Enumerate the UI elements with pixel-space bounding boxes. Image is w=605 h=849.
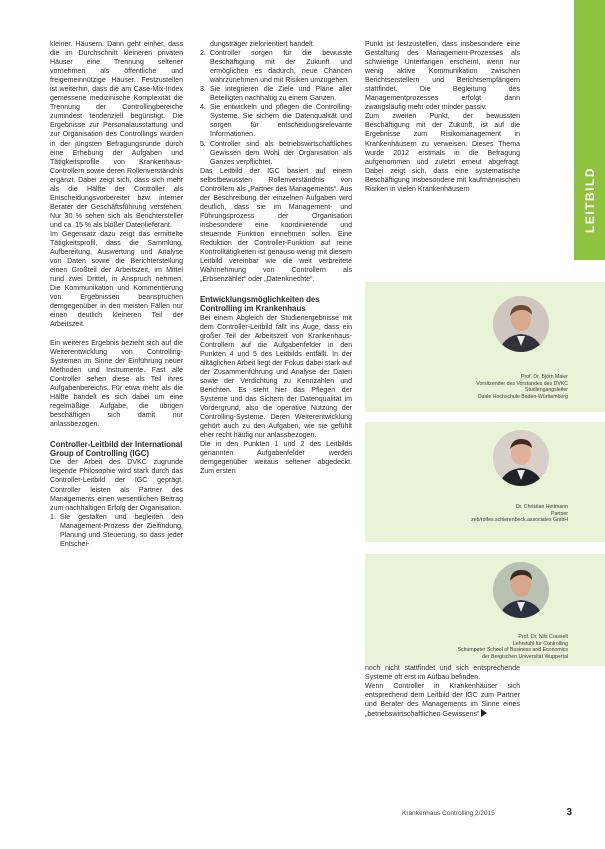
text-column-1 — [50, 40, 183, 549]
paragraph: dungsträger zielorientiert handelt. — [210, 41, 315, 48]
text-column-2 — [200, 40, 352, 477]
author-caption: Dr. Christian Heitmann Partner zeb/rolfes.schierenbeck.associates GmbH — [471, 504, 568, 524]
author-photo — [493, 296, 549, 352]
author-photo — [493, 562, 549, 618]
list-item: 5. Controller sind als betriebswirtschaftliches Gewissen dem Wohl der Organisation als Ganzes verpflichtet. — [200, 140, 352, 166]
author-caption: Prof. Dr. Nils Crasselt Lehrstuhl für Controlling Schumpeter School of Business and Economics der Bergischen Universität Wuppertal — [457, 634, 568, 660]
section-tab-label: LEITBILD — [582, 167, 597, 233]
list-item: 4. Sie entwickeln und pflegen die Controlling-Systeme. Sie sichern die Datenqualität und sorgen für entscheidungsrelevante Informationen. — [200, 104, 352, 139]
author-profile — [365, 554, 605, 666]
list-item: 3. Sie integrieren die Ziele und Pläne aller Beteiligten nachhaltig zu einem Ganzen. — [200, 86, 352, 103]
list-item: 2. Controller sorgen für die bewusste Beschäftigung mit der Zukunft und ermöglichen es dadurch, neue Chancen wahrzunehmen und mit Risiken umzugehen. — [200, 50, 352, 85]
text-column-3-bottom — [365, 664, 520, 719]
magazine-name: Krankenhaus Controlling 2/2015 — [402, 810, 495, 817]
paragraph: Zum zweiten Punkt, der bewussten Beschäftigung mit der Zukunft, ist auf die Ergebnisse zum Risikomanagement in Krankenhäusern zu verweisen. Dieses Thema wurde 2012 erstmals in die Befragung aufgenommen und zuletzt erneut abgefragt. Dabei zeigt sich, dass eine systematische Beschäftigung insbesondere mit kaufmännischen Risiken in vielen Krankenhäusern — [365, 113, 520, 193]
leitbild-list — [200, 49, 352, 167]
paragraph: Die in den Punkten 1 und 2 des Leitbilds genannten Aufgabenfelder werden demgegenüber weitaus seltener abgedeckt. Zum ersten — [200, 441, 352, 476]
paragraph: Die der Arbeit des DVKC zugrunde liegende Philosophie wird stark durch das Controller-Leitbild der IGC geprägt. Controller leisten als Partner des Managements einen wesentlichen Beitrag zum nachhaltigen Erfolg der Organisation. — [50, 459, 183, 512]
leitbild-list — [50, 513, 183, 549]
author-photo — [493, 430, 549, 486]
page-footer — [402, 808, 572, 822]
page-number: 3 — [566, 807, 572, 818]
text-column-3 — [365, 40, 520, 194]
author-caption: Prof. Dr. Björn Maier Vorsitzender des Vorstandes des DVKC Studiengangsleiter Duale Hochschule Baden-Württemberg — [476, 374, 568, 400]
section-heading: Entwicklungsmöglichkeiten des Controlling im Krankenhaus — [200, 295, 320, 314]
paragraph: Ein weiteres Ergebnis bezieht sich auf die Weiterentwicklung von Controlling-Systemen im Sinne der Einführung neuer Methoden und Instrumente. Fast alle Controller sehen diese als Teil ihres Aufgabenbereichs. Für etwa mehr als die Hälfte handelt es sich dabei um eine regelmäßige Aufgabe, die übrigen beschäftigen sich damit nur anlassbezogen. — [50, 339, 183, 428]
paragraph: Das Leitbild der IGC basiert auf einem selbstbewussten Rollenverständnis von Controllern als „Partner des Managements“. Aus der Beschreibung der einzelnen Aufgaben wird deutlich, dass sie im Management- und Führungsprozess der Organisation insbesondere eine koordinierende und steuernde Funktion einnehmen sollen. Eine Reduktion der Controller-Funktion auf reine Kontrolltätigkeiten ist genauso wenig mit diesem Leitbild vereinbar wie die weit verbreitete Wahrnehmung von Controllern als „Erbsenzähler“ oder „Datenknechte“. — [200, 167, 352, 284]
paragraph: Bei einem Abgleich der Studienergebnisse mit dem Controller-Leitbild fällt ins Auge, dass ein großer Teil der Arbeitszeit von Krankenhaus-Controllern auf die Aufgabenfelder in den Punkten 4 und 5 des Leitbilds entfällt. In der alltäglichen Arbeit liegt der Fokus dabei stark auf der Zusammenführung und Analyse der Daten sowie der Verdichtung zu Kennzahlen und Berichten. Es steht hier das Pflegen der Systeme und das Sichern der Datenqualität im Vordergrund, also die operative Nutzung der Controlling-Systeme. Deren Weiterentwicklung gehört auch zu den Aufgaben, wie sie gefühlt eher recht häufig nur anlassbezogen. — [200, 314, 352, 440]
paragraph: Punkt ist festzustellen, dass insbesondere eine Gestaltung des Management-Prozesses als schwierige Unterfangen erscheint, wenn nur wenig aktive Kommunikation zwischen Berichtserstellern und Berichtsempfängern stattfindet. Die Begleitung des Managementprozesses erfolgt dann zwangsläufig mehr oder minder passiv. — [365, 41, 520, 112]
paragraph: noch nicht stattfindet und sich entsprechende Systeme oft erst im Aufbau befinden. — [365, 665, 520, 682]
list-item: 1. Sie gestalten und begleiten den Management-Prozess der Zielfindung, Planung und Steuerung, so dass jeder Entschei- — [50, 513, 183, 548]
paragraph: Wenn Controller in Krankenhäuser sich entsprechend dem Leitbild der IGC zum Partner und Berater des Managements im Sinne eines „betriebswirtschaftlichen Gewissens“ — [365, 683, 520, 719]
paragraph: kleiner. Häusern. Dann geht einher, dass die im Durchschnitt kleineren privaten Häuser eine Trennung seltener vornehmen als öffentliche und freigemeinnützige Häuser. Festzustellen ist weiterhin, dass die am Case-Mix-Index gemessene medizinische Komplexität die Trennung der Controllingbereiche zumindest tendenziell begünstigt. Die Ergebnisse zur Personalausstattung und zur Organisation des Controllings wurden in der jüngsten Befragungsrunde durch eine Erhebung der Aufgaben und Tätigkeitsprofile von Krankenhaus-Controllern sowie deren Rollenverständnis ergänzt. Dabei zeigt sich, dass sich mehr als die Hälfte der Controller als Entscheidungsvorbereiter bzw. interner Berater der Geschäftsführung verstehen. Nur 30 % sehen sich als Berichtersteller und ca. 15 % als bloßer Datenlieferant. — [50, 41, 183, 229]
paragraph: Im Gegensatz dazu zeigt das ermittelte Tätigkeitsprofil, dass die Sammlung, Aufbereitung, Auswertung und Analyse von Daten sowie die Berichterstellung einen Großteil der Arbeitszeit, im Mittel rund zwei Drittel, in Anspruch nehmen. Die Kommunikation und Kommentierung von Ergebnissen beanspruchen demgegenüber in den meisten Fällen nur einen deutlich kleineren Teil der Arbeitszeit. — [50, 230, 183, 329]
section-tab — [574, 0, 605, 260]
author-profile — [365, 282, 605, 412]
continue-arrow-icon — [481, 709, 487, 717]
author-profile — [365, 422, 605, 542]
section-heading: Controller-Leitbild der International Group of Controlling (IGC) — [50, 439, 183, 459]
